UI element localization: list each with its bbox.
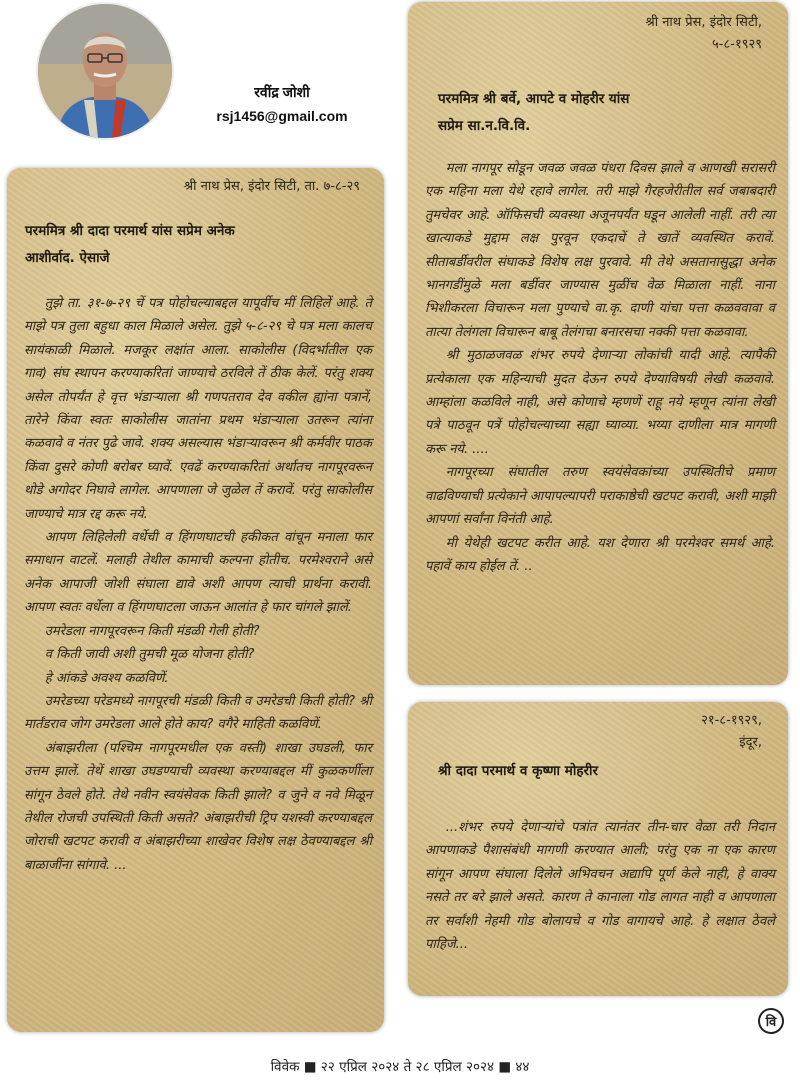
letter-card-2 <box>408 2 788 685</box>
letter2-body <box>425 157 775 578</box>
letter3-salutation: श्री दादा परमार्थ व कृष्णा मोहरीर <box>438 763 599 779</box>
letter2-paragraph: मी येथेही खटपट करीत आहे. यश देणारा श्री परमेश्वर समर्थ आहे. पहावें काय होईल तें. .. <box>425 535 775 574</box>
letter3-body <box>425 816 775 956</box>
letter2-date: ५-८-१९२९ <box>712 37 762 52</box>
author-info <box>212 80 352 128</box>
letter1-salutation-line1: परममित्र श्री दादा परमार्थ यांस सप्रेम अनेक <box>25 223 235 239</box>
letter1-paragraph: अंबाझरीला (पश्चिम नागपूरमधील एक वस्ती) शाखा उघडली, फार उत्तम झालें. तेथें शाखा उघडण्याची व्यवस्था करण्याबद्दल मीं कुळकर्णीला सांगून ठेवले होते. तेथे नवीन स्वयंसेवक किती झाले? व जुने व नवे मिळून तेथील रोजची उपस्थिती किती असते? अंबाझरीची ट्रिप यशस्वी करण्याबद्दल जोराची खटपट करावी व अंबाझरीच्या शाखेवर विशेष लक्ष ठेवण्याबद्दल श्री बाळाजींना सांगावे. ... <box>24 740 372 873</box>
letter-card-1 <box>7 168 384 1032</box>
author-portrait-illustration <box>38 4 172 138</box>
page-footer: विवेक ■ २२ एप्रिल २०२४ ते २८ एप्रिल २०२४ ■ ४४ <box>270 1059 530 1075</box>
letter1-paragraph: हे आंकडे अवश्य कळविणें. <box>44 670 169 686</box>
letter1-paragraph: तुझे ता. ३१-७-२९ चें पत्र पोहोचल्याबद्दल यापूर्वीच मीं लिहिलें आहे. ते माझे पत्र तुला बहुधा काल मिळाले असेल. तुझे ५-८-२९ चे पत्र मला कालच सायंकाळी मिळाले. मजकूर लक्षांत आला. साकोलीस (विदर्भातील एक गाव) संघ स्थापन करण्याकरितां जाण्याचे ठरविले तें ठीक केलें. परंतु शक्य असेल तोपर्यंत हे वृत्त भंडाऱ्याला श्री गणपतराव देव वकील ह्यांना पत्रानें, तारेने किंवा स्वतः साकोलीस जातांना प्रथम भंडाऱ्याला उतरून त्यांना कळवावे व नंतर पुढे जावे. शक्य असल्यास भंडाऱ्यावरून श्री कर्मवीर पाठक किंवा दुसरे कोणी बरोबर घ्यावें. एवढें करण्याकरितां अर्थातच नागपूरवरून थोडे अगोदर निघावे लागेल. आपणाला जे जुळेल तें करावें. परंतु साकोलीस जाण्याचे मात्र रद्द करू नये. <box>24 296 372 522</box>
letter1-body <box>24 292 372 877</box>
letter1-salutation <box>25 218 370 272</box>
author-photo <box>36 2 174 140</box>
letter1-paragraph: आपण लिहिलेली वर्धेची व हिंगणघाटची हकीकत वांचून मनाला फार समाधान वाटलें. मलाही तेथील कामाची कल्पना होतीच. परमेश्वराने असे अनेक आपाजी जोशी संघाला द्यावे अशी आपण त्याची प्रार्थना करावी. आपण स्वतः वर्धेला व हिंगणघाटला जाऊन आलांत हे फार चांगले झालें. <box>24 530 372 616</box>
letter2-salutation-line1: परममित्र श्री बर्वे, आपटे व मोहरीर यांस <box>438 91 630 107</box>
letter1-salutation-line2: आशीर्वाद. ऐसाजे <box>25 250 110 266</box>
letter2-paragraph: मला नागपूर सोडून जवळ जवळ पंधरा दिवस झाले व आणखी सरासरी एक महिना मला येथे रहावे लागेल. तरी माझे गैरहजेरीतील सर्व जबाबदारी तुमचेवर आहे. ऑफिसची व्यवस्था अजूनपर्यंत घडून आलेली नाहीं. तरी त्या खात्याकडे मुद्दाम लक्ष पुरवून एकदाचें ते खातें व्यवस्थित करावें. सीताबर्डीवरील संघाकडे विशेष लक्ष पुरवावे. मी तेथे असतानासुद्धा अनेक भानगडींमुळे मला बर्डीवर जाण्यास मुळींच वेळ मिळाला नाहीं. नाना भिशीकरला विचारून मला पुण्याचे वा.कृ. दाणी यांचा पत्ता कळववावा व तात्या तेलंगला विचारून बाबू तेलंगचा बनारसचा नक्की पत्ता कळवावा. <box>425 161 775 340</box>
letter2-paragraph: श्री मुठाळजवळ शंभर रुपये देणाऱ्या लोकांची यादी आहे. त्यापैकी प्रत्येकाला एक महिन्याची मुदत देऊन रुपये देण्याविषयी लेखी कळवावे. आम्हांला कळविले नाही, असे कोणाचे म्हणणें राहू नये म्हणून त्यांना लेखी पत्रे पाठवून पत्रें पोहोचल्याच्या सह्या घ्याव्या. भय्या दाणीला मात्र मागणी करू नये. .... <box>425 348 775 457</box>
letter1-paragraph: उमरेडला नागपूरवरून किती मंडळी गेली होती? <box>44 623 260 639</box>
letter1-paragraph: व किती जावी अशी तुमची मूळ योजना होती? <box>44 647 255 663</box>
letter2-place: श्री नाथ प्रेस, इंदोर सिटी, <box>645 15 762 30</box>
author-email: rsj1456@gmail.com <box>216 108 348 124</box>
letter1-paragraph: उमरेडच्या परेडमध्ये नागपूरची मंडळी किती व उमरेडची किती होती? श्री मार्तंडराव जोग उमरेडला आले होते काय? वगैरे माहिती कळविणें. <box>24 693 372 733</box>
letter2-place-date <box>646 12 762 56</box>
letter3-place: इंदूर, <box>739 735 762 750</box>
letter2-salutation-line2: सप्रेम सा.न.वि.वि. <box>438 118 531 134</box>
letter2-paragraph: नागपूरच्या संघातील तरुण स्वयंसेवकांच्या उपस्थितीचे प्रमाण वाढविण्याची प्रत्येकाने आपापल्यापरी पराकाष्ठेची खटपट करावी, अशी माझी आपणां सर्वांना विनंती आहे. <box>425 465 775 528</box>
letter3-paragraph: ...शंभर रुपये देणाऱ्यांचे पत्रांत त्यानंतर तीन-चार वेळा तरी निदान आपणाकडे पैशासंबंधी मागणी करण्यात आली; परंतु एक ना एक कारण सांगून आपण संघाला दिलेले अभिवचन अद्यापि पूर्ण केले नाही, हे वाक्य नसते तर बरे झाले असते. कारण ते कानाला गोड लागत नाही व आपणाला तर सर्वांशी नेहमी गोड बोलायचे व गोड वागायचे आहे. हे लक्षात ठेवले पाहिजे... <box>425 820 775 953</box>
letter3-date: २१-८-१९२९, <box>701 713 762 728</box>
letter3-date-place <box>701 710 762 754</box>
letter2-salutation <box>438 86 768 140</box>
letter-card-3 <box>408 702 788 996</box>
letter1-place-date: श्री नाथ प्रेस, इंदोर सिटी, ता. ७-८-२९ <box>183 179 360 194</box>
author-name: रवींद्र जोशी <box>254 84 310 100</box>
vivek-emblem-icon: वि <box>758 1008 784 1034</box>
